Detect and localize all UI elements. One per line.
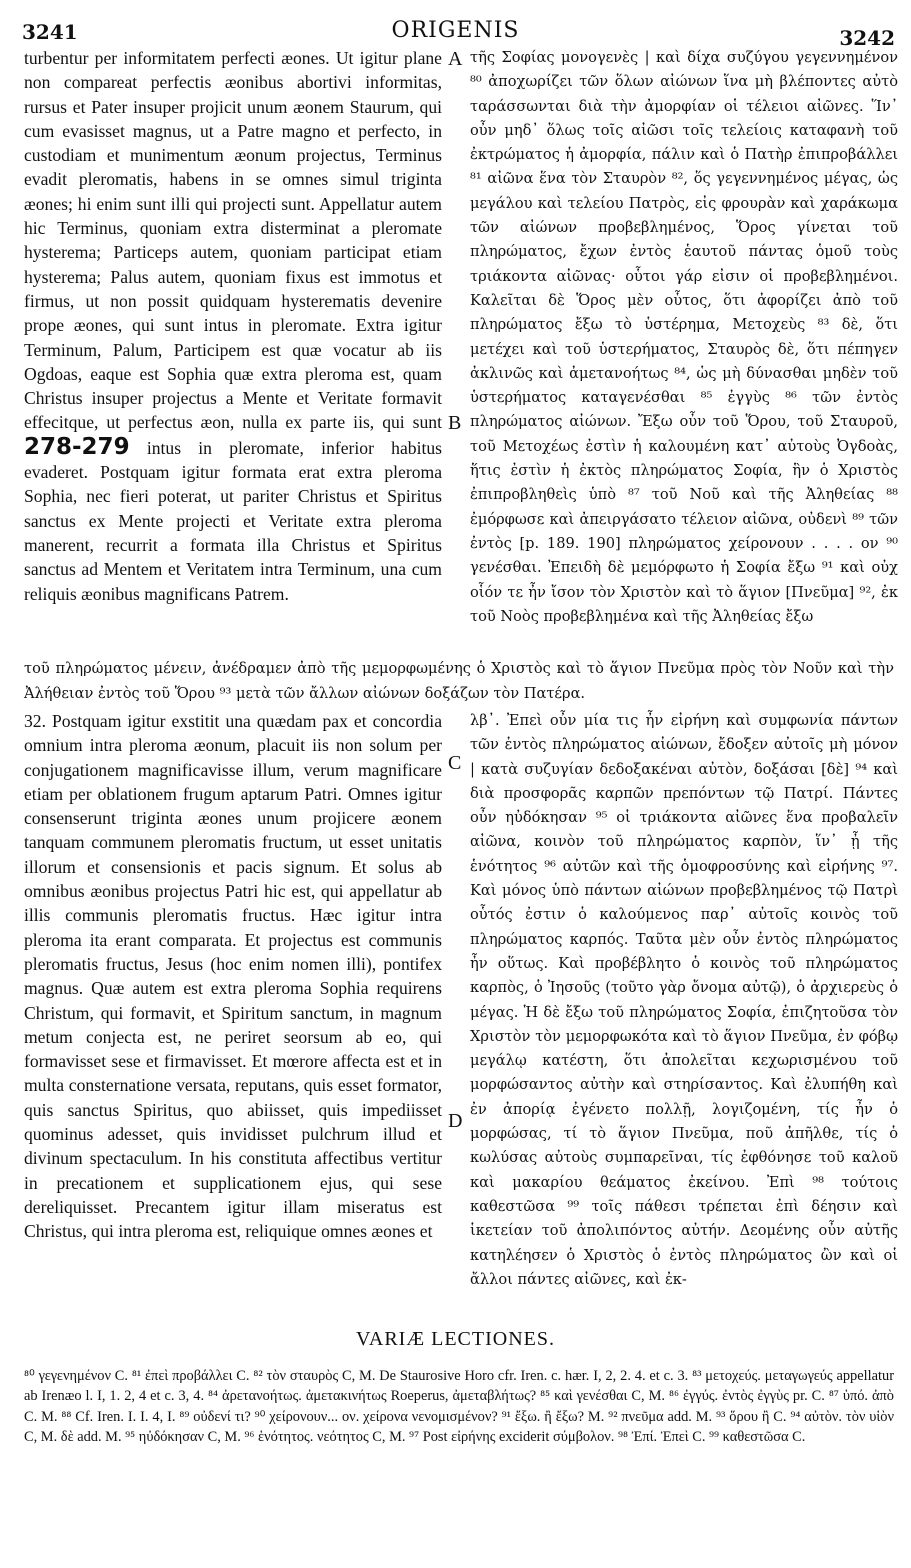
latin-text-lower	[24, 709, 442, 1314]
variae-lectiones-heading: VARIÆ LECTIONES.	[356, 1328, 555, 1350]
latin-paragraph-31: turbentur per informitatem perfecti æones. Ut igitur plane non compareat perfectis æonibus abortivi informitas, rursus et Pater insuper projicit unum æonem Staurum, qui cum evasisset magnus, ut a Patre magno et perfecto, in custodiam et munimentum æonum projectus, Terminus evadit pleromatis, habens in se omnes simul triginta æones; hi enim sunt illi qui projecti sunt. Appellatur autem hic Terminus, quoniam extra disterminat a pleromate hysterema; Particeps autem, quoniam participat etiam hysterema; Palus autem, quoniam fixus est immotus et firmus, ut non possit quidquam hysterematis devenire prope æones, qui sunt intus in pleromate. Extra igitur Terminum, Palum, Participem est quæ vocatur ab iis Ogdoas, eaque est Sophia quæ extra pleroma est, quam Christus insuper projectus a Mente et Veritate formavit effecitque, ut perfectus æon, nulla ex parte iis, qui sunt	[24, 48, 442, 433]
page-title: ORIGENIS	[391, 18, 520, 43]
left-column-number: 3241	[22, 20, 78, 44]
greek-paragraph-32: λβ᾽. Ἐπεὶ οὖν μία τις ἦν εἰρήνη καὶ συμφωνία πάντων τῶν ἐντὸς πληρώματος αἰώνων, ἔδοξεν αὐτοῖς μὴ μόνον | κατὰ συζυγίαν δεδοξακέναι αὐτὸν, δοξάσαι [δὲ] ⁹⁴ καὶ διὰ προσφορᾶς καρπῶν πρεπόντων τῷ Πατρί. Πάντες οὖν ηὐδόκησαν ⁹⁵ οἱ τριάκοντα αἰῶνες ἕνα προβαλεῖν αἰῶνα, κοινὸν τοῦ πληρώματος καρπὸν, ἵν᾽ ᾖ τῆς ἑνότητος ⁹⁶ αὐτῶν καὶ τῆς ὁμοφροσύνης καὶ εἰρήνης ⁹⁷. Καὶ μόνος ὑπὸ πάντων αἰώνων προβεβλημένος τῷ Πατρὶ οὗτός ἐστιν ὁ καλούμενος παρ᾽ αὐτοῖς κοινὸς τοῦ πληρώματος καρπός. Ταῦτα μὲν οὖν ἐντὸς πληρώματος ἦν οὕτως. Καὶ προβέβλητο ὁ κοινὸς τοῦ πληρώματος καρπὸς, ὁ Ἰησοῦς (τοῦτο γὰρ ὄνομα αὐτῷ), ὁ ἀρχιερεὺς ὁ μέγας. Ἡ δὲ ἔξω τοῦ πληρώματος Σοφία, ἐπιζητοῦσα τὸν Χριστὸν τὸν μεμορφωκότα καὶ τὸ ἅγιον Πνεῦμα, ἐν φόβῳ μεγάλῳ κατέστη, ὅτι ἀπολεῖται κεχωρισμένου τοῦ μορφώσαντος αὐτὴν καὶ στηρίσαντος. Καὶ ἐλυπήθη καὶ ἐν ἀπορίᾳ ἐγένετο πολλῇ, λογιζομένη, τίς ἦν ὁ μορφώσας, τί τὸ ἅγιον Πνεῦμα, ποῦ ἀπῆλθε, τίς ὁ κωλύσας αὐτοὺς συμπαρεῖναι, τίς ἐφθόνησε τοῦ καλοῦ καὶ μακαρίου θεάματος ἐκείνου. Ἐπὶ ⁹⁸ τούτοις καθεστῶσα ⁹⁹ τοῖς πάθεσι τρέπεται ἐπὶ δέησιν καὶ ἱκετείαν τοῦ ἀπολιπόντος αὐτήν. Δεομένης οὖν αὐτῆς κατηλέησεν ὁ Χριστὸς ὁ ἐντὸς πληρώματος ὢν καὶ οἱ ἄλλοι πάντες αἰῶνες, καὶ ἐκ-	[470, 712, 898, 1288]
latin-paragraph-32: 32. Postquam igitur exstitit una quædam pax et concordia omnium intra pleroma æonum, placuit iis non solum per conjugationem magnificavisse illum, verum magnificare etiam per oblationem frugum aptarum Patri. Omnes igitur consenserunt triginta æones unum projicere æonem tanquam communem pleromatis fructum, ut esset unitatis illorum et consensionis et pacis signum. Et solus ab omnibus æonibus projectus Patri hic est, qui appellatur ab illis communis pleromatis fructus. Hæc igitur intra pleroma ita erant comparata. Et projectus est communis pleromatis fructus, Jesus (hoc enim nomen illi), pontifex magnus. Quæ autem est extra pleroma Sophia requirens Christum, qui formavit, et Spiritum sanctum, in magnum metum conjecta est, ne periret seorsum ab eo, qui formavisset sese et firmavisset. Et mœrore affecta est et in multa consternatione versata, reputans, quis esset formator, quis sanctus Spiritus, quo abiisset, quis impediisset quominus adesset, quis invidisset pulchrum illud et divinum spectaculum. In his constituta affectibus vertitur in precationem et supplicationem ejus, qui sese dereliquisset. Precantem igitur illam miseratus est Christus, qui intra pleroma est, reliquique omnes æones et	[24, 711, 442, 1242]
latin-paragraph-31-end: intus in pleromate, inferior habitus evaderet. Postquam igitur formata erat extra pleroma Sophia, nec fieri poterat, ut pariter Christus et Spiritus sanctus ex Mente projecti et Veritate extra pleroma manerent, recurrit a formata illa Christus et Spiritus sanctus ad Mentem et Veritatem intra Terminum, una cum reliquis æonibus magnificans Patrem.	[24, 437, 442, 604]
margin-marker-b: B	[448, 412, 462, 434]
greek-text-upper	[470, 46, 898, 656]
textual-notes	[24, 1366, 894, 1448]
greek-paragraph-31: τῆς Σοφίας μονογενὲς | καὶ δίχα συζύγου γεγεννημένον ⁸⁰ ἀποχωρίζει τῶν ὅλων αἰώνων ἵνα μὴ βλέποντες αὐτὸ ταράσσωνται διὰ τὴν ἀμορφίαν οἱ τέλειοι αἰῶνες. Ἵν᾽ οὖν μηδ᾽ ὅλως τοῖς αἰῶσι τοῖς τελείοις καταφανὴ τοῦ ἐκτρώματος ἡ ἀμορφία, πάλιν καὶ ὁ Πατὴρ ἐπιπροβάλλει ⁸¹ αἰῶνα ἕνα τὸν Σταυρὸν ⁸², ὅς γεγεννημένος μέγας, ὡς μεγάλου καὶ τελείου Πατρὸς, εἰς φρουρὰν καὶ χαράκωμα τῶν αἰώνων προβεβλημένος, Ὅρος γίνεται τοῦ πληρώματος, ἔχων ἐντὸς ἑαυτοῦ πάντας ὁμοῦ τοὺς τριάκοντα αἰῶνας· οὗτοι γάρ εἰσιν οἱ προβεβλημένοι. Καλεῖται δὲ Ὅρος μὲν οὗτος, ὅτι ἀφορίζει ἀπὸ τοῦ πληρώματος ἔξω τὸ ὑστέρημα, Μετοχεὺς ⁸³ δὲ, ὅτι μετέχει καὶ τοῦ ὑστερήματος, Σταυρὸς δὲ, ὅτι πέπηγεν ἀκλινῶς καὶ ἀμετανοήτως ⁸⁴, ὡς μὴ δύνασθαι μηδὲν τοῦ ὑστερήματος καταγενέσθαι ⁸⁵ ἐγγὺς ⁸⁶ τῶν ἐντὸς πληρώματος αἰώνων. Ἔξω οὖν τοῦ Ὅρου, τοῦ Σταυροῦ, τοῦ Μετοχέως ἐστὶν ἡ καλουμένη κατ᾽ αὐτοὺς Ὀγδοὰς, ἥτις ἐστὶν ἡ ἐκτὸς πληρώματος Σοφία, ἣν ὁ Χριστὸς ἐπιπροβληθεὶς ὑπὸ ⁸⁷ τοῦ Νοῦ καὶ τῆς Ἀληθείας ⁸⁸ ἐμόρφωσε καὶ ἀπειργάσατο τέλειον αἰῶνα, οὐδενὶ ⁸⁹ τῶν ἐντὸς [p. 189. 190] πληρώματος χείρονουν . . . . ον ⁹⁰ γενέσθαι. Ἐπειδὴ δὲ μεμόρφωτο ἡ Σοφία ἔξω ⁹¹ καὶ οὐχ οἷόν τε ἦν ἴσον τὸν Χριστὸν καὶ τὸ ἅγιον [Πνεῦμα] ⁹², ἐκ τοῦ Νοὸς προβεβλημένα καὶ τῆς Ἀληθείας ἔξω	[470, 49, 898, 625]
latin-text-upper	[24, 46, 442, 656]
greek-text-lower	[470, 709, 898, 1314]
migne-column-numbers: 278-279	[24, 433, 130, 460]
greek-full-width-line: τοῦ πληρώματος μένειν, ἀνέδραμεν ἀπὸ τῆς μεμορφωμένης ὁ Χριστὸς καὶ τὸ ἅγιον Πνεῦμα πρὸς τὸν Νοῦν καὶ τὴν Ἀλήθειαν ἐντὸς τοῦ Ὅρου ⁹³ μετὰ τῶν ἄλλων αἰώνων δοξάζων τὸν Πατέρα.	[24, 660, 894, 702]
right-column-number: 3242	[839, 26, 895, 50]
margin-marker-a: A	[448, 48, 463, 70]
running-header	[0, 12, 911, 50]
margin-marker-c: C	[448, 752, 462, 774]
margin-marker-d: D	[448, 1110, 463, 1132]
notes-text: ⁸⁰ γεγενημένον C. ⁸¹ ἐπεὶ προβάλλει C. ⁸² τὸν σταυρὸς C, M. De Staurosive Horo cfr. Iren. c. hær. I, 2, 2. 4. et c. 3. ⁸³ μετοχεύς. μεταγωγεύς appellatur ab Irenæo l. I, 1. 2, 4 et c. 3, 4. ⁸⁴ ἀρετανοήτως. ἀμετακινήτως Roeperus, ἀμεταβλήτως? ⁸⁵ καὶ γενέσθαι C, M. ⁸⁶ ἐγγύς. ἐντὸς ἐγγὺς pr. C. ⁸⁷ ὑπό. ἀπὸ C. M. ⁸⁸ Cf. Iren. I. I. 4, I. ⁸⁹ οὐδενί τι? ⁹⁰ χείρονουν... ον. χείρονα νενομισμένον? ⁹¹ ἔξω. ἢ ἔξω? M. ⁹² πνεῦμα add. M. ⁹³ ὅρου ἢ C. ⁹⁴ αὐτὸν. τὸν υἱὸν C, M. δὲ add. M. ⁹⁵ ηὐδόκησαν C, M. ⁹⁶ ἑνότητος. νεότητος C, M. ⁹⁷ Post εἰρήνης exciderit σύμβολον. ⁹⁸ Ἐπί. Ἐπεὶ C. ⁹⁹ καθεστῶσα C.	[24, 1368, 894, 1446]
